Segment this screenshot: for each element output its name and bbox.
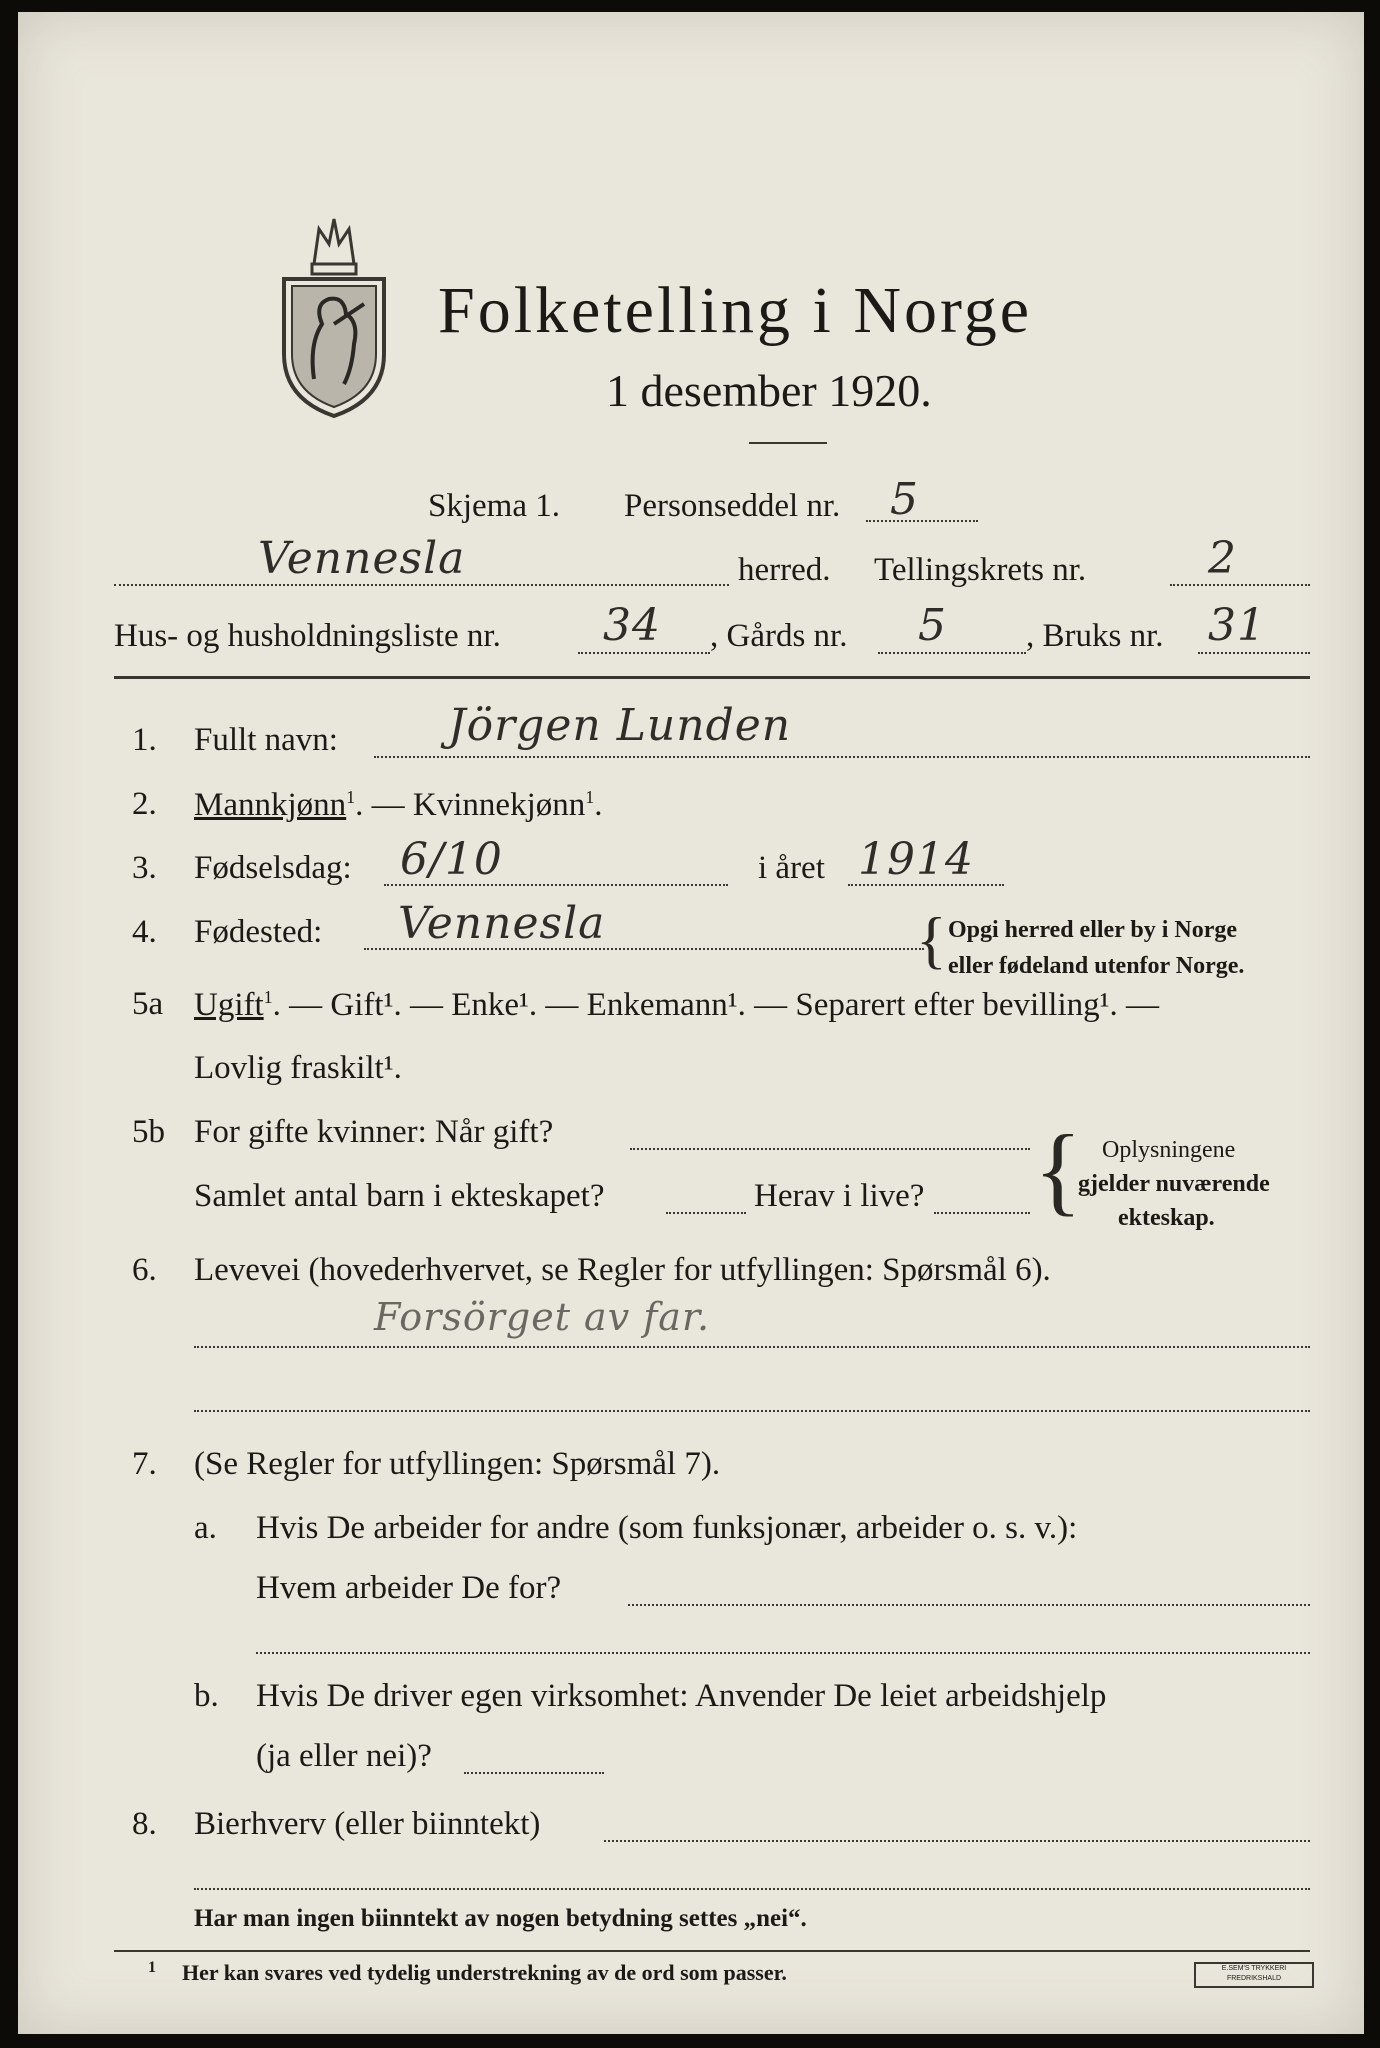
- q7a-line1: [628, 1604, 1310, 1606]
- q2-end: .: [594, 787, 603, 823]
- q5b-brace: {: [1034, 1114, 1082, 1225]
- bruks-value[interactable]: 31: [1208, 600, 1266, 651]
- q3-birthday-value[interactable]: 6/10: [400, 834, 503, 885]
- q4-note-line1: Opgi herred eller by i Norge: [948, 917, 1238, 943]
- q7b-line: [464, 1772, 604, 1774]
- q5b-married-line: [630, 1148, 1030, 1150]
- q4-brace: {: [916, 904, 947, 975]
- q4-label: Fødested:: [194, 914, 323, 950]
- q5b-number: 5b: [132, 1114, 165, 1150]
- q5b-label3: Herav i live?: [754, 1178, 925, 1214]
- q7a-question: Hvem arbeider De for?: [256, 1570, 562, 1606]
- q5a-line2: Lovlig fraskilt¹.: [194, 1050, 402, 1086]
- q7a-letter: a.: [194, 1510, 217, 1546]
- personseddel-value[interactable]: 5: [890, 474, 919, 525]
- q4-number: 4.: [132, 914, 157, 950]
- q1-label: Fullt navn:: [194, 722, 338, 758]
- q8-line2: [194, 1888, 1310, 1890]
- husholdningsliste-label: Hus- og husholdningsliste nr.: [114, 618, 501, 654]
- q4-note-line2: eller fødeland utenfor Norge.: [948, 953, 1245, 979]
- q1-line: [374, 756, 1310, 758]
- herred-line: [114, 584, 729, 586]
- q8-line1: [604, 1840, 1310, 1842]
- q7b-text: Hvis De driver egen virksomhet: Anvender De leiet arbeidshjelp: [256, 1678, 1107, 1714]
- bruks-line: [1198, 652, 1310, 654]
- q6-line2: [194, 1410, 1310, 1412]
- husholdningsliste-value[interactable]: 34: [603, 600, 661, 651]
- skjema-label: Skjema 1.: [428, 488, 560, 524]
- q5b-alive-line: [934, 1212, 1030, 1214]
- gards-value[interactable]: 5: [918, 600, 947, 651]
- q6-occupation-value[interactable]: Forsörget av far.: [374, 1295, 711, 1339]
- q3-year-label: i året: [758, 850, 825, 886]
- q3-label: Fødselsdag:: [194, 850, 352, 886]
- q5b-note-line1: Oplysningene: [1102, 1137, 1236, 1163]
- norwegian-coat-of-arms-icon: [274, 204, 394, 419]
- q4-birthplace-value[interactable]: Vennesla: [398, 898, 606, 949]
- header-divider: [114, 676, 1310, 679]
- q3-number: 3.: [132, 850, 157, 886]
- q7a-line2: [256, 1652, 1310, 1654]
- q5b-note-line3: ekteskap.: [1118, 1205, 1215, 1231]
- q7b-question: (ja eller nei)?: [256, 1738, 432, 1774]
- q5a-options: [194, 988, 1159, 1022]
- q1-full-name-value[interactable]: Jörgen Lunden: [448, 700, 792, 751]
- tellingskrets-label: Tellingskrets nr.: [874, 552, 1087, 588]
- q8-number: 8.: [132, 1806, 157, 1842]
- q6-number: 6.: [132, 1252, 157, 1288]
- q8-label: Bierhverv (eller biinntekt): [194, 1806, 541, 1842]
- q7-number: 7.: [132, 1446, 157, 1482]
- q5b-children-line: [666, 1212, 746, 1214]
- q2-female-option[interactable]: Kvinnekjønn: [412, 787, 586, 823]
- title-divider: [749, 442, 827, 444]
- printer-stamp: E.SEM'S TRYKKERI FREDRIKSHALD: [1194, 1962, 1314, 1988]
- q6-label: Levevei (hovederhvervet, se Regler for utfyllingen: Spørsmål 6).: [194, 1252, 1051, 1288]
- q7b-letter: b.: [194, 1678, 219, 1714]
- gards-line: [878, 652, 1026, 654]
- bruks-label: , Bruks nr.: [1026, 618, 1164, 654]
- herred-value[interactable]: Vennesla: [258, 533, 466, 584]
- footer-note: Har man ingen biinntekt av nogen betydning settes „nei“.: [194, 1905, 807, 1932]
- q2-options: [194, 788, 603, 822]
- footer-divider: [114, 1950, 1310, 1952]
- q5b-note-line2: gjelder nuværende: [1078, 1171, 1270, 1197]
- tellingskrets-line: [1170, 584, 1310, 586]
- q1-number: 1.: [132, 722, 157, 758]
- personseddel-line: [866, 520, 978, 522]
- q5a-other-options: . — Gift¹. — Enke¹. — Enkemann¹. — Separert efter bevilling¹. —: [272, 987, 1160, 1023]
- q5a-ugift-option[interactable]: Ugift: [194, 987, 264, 1023]
- q6-line1: [194, 1346, 1310, 1348]
- q2-separator: . —: [355, 787, 413, 823]
- form-title: Folketelling i Norge: [438, 274, 1033, 347]
- q5a-number: 5a: [132, 986, 164, 1022]
- footnote-mark: 1: [148, 1959, 156, 1976]
- q2-number: 2.: [132, 786, 157, 822]
- q2-footnote-mark: 1: [346, 787, 356, 807]
- q5b-label2: Samlet antal barn i ekteskapet?: [194, 1178, 605, 1214]
- q5a-footnote-mark: 1: [263, 987, 273, 1007]
- q2-footnote-mark: 1: [585, 787, 595, 807]
- q5b-label1: For gifte kvinner: Når gift?: [194, 1114, 554, 1150]
- q7-label: (Se Regler for utfyllingen: Spørsmål 7).: [194, 1446, 721, 1482]
- herred-label: herred.: [738, 552, 831, 588]
- husholdningsliste-line: [578, 652, 710, 654]
- q7a-text: Hvis De arbeider for andre (som funksjonær, arbeider o. s. v.):: [256, 1510, 1078, 1546]
- footnote-text: Her kan svares ved tydelig understrekning av de ord som passer.: [182, 1960, 787, 1985]
- personseddel-label: Personseddel nr.: [624, 488, 841, 524]
- census-date: 1 desember 1920.: [606, 365, 932, 416]
- tellingskrets-value[interactable]: 2: [1208, 533, 1237, 584]
- gards-label: , Gårds nr.: [710, 618, 848, 654]
- q2-male-option[interactable]: Mannkjønn: [194, 787, 347, 823]
- census-form-sheet: [18, 12, 1364, 2034]
- q3-year-value[interactable]: 1914: [858, 834, 974, 885]
